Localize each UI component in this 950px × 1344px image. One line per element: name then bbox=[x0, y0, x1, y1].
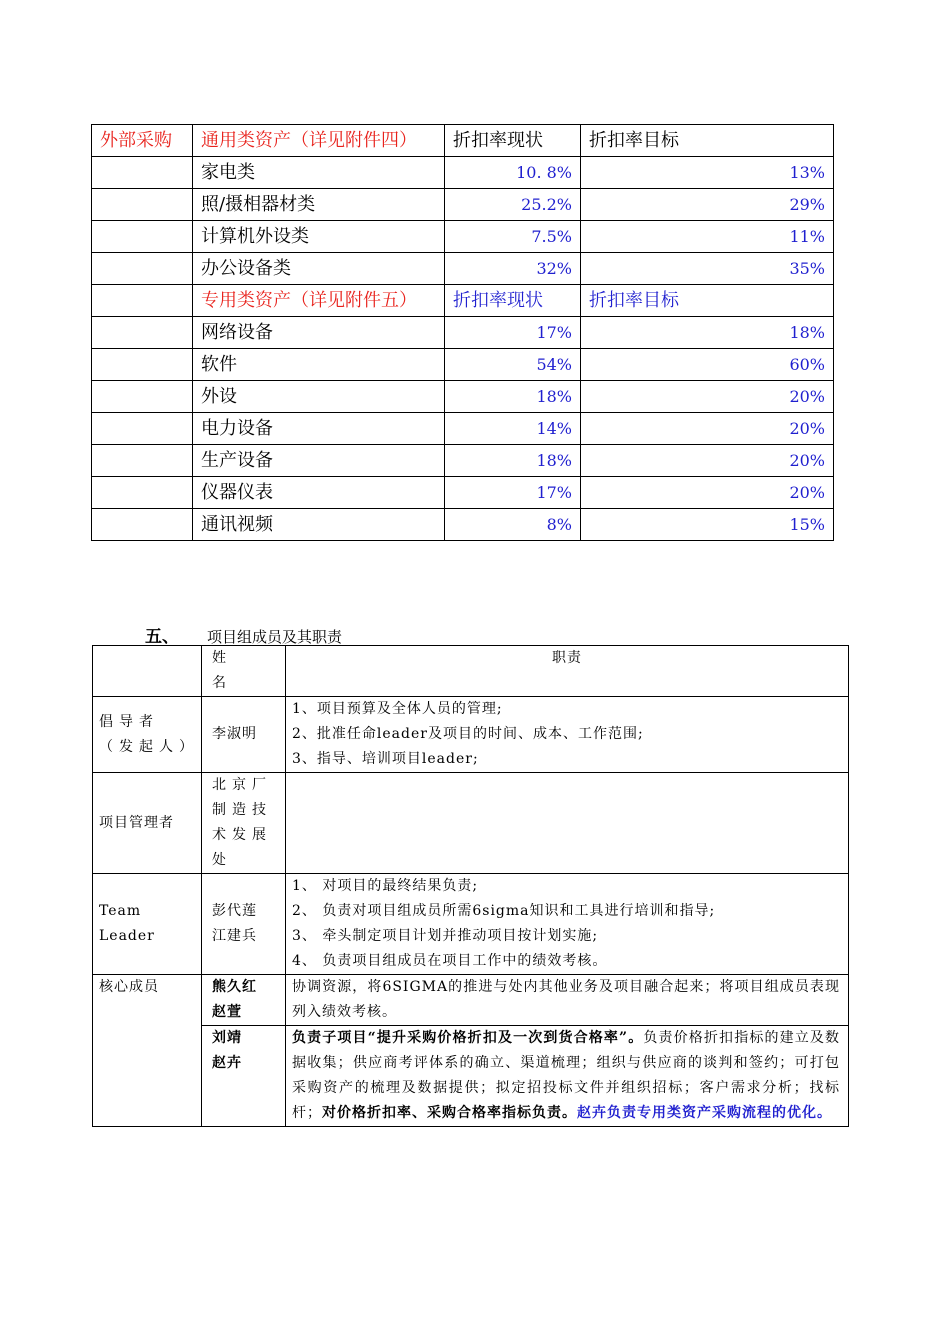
empty-cell bbox=[92, 413, 193, 445]
special-asset-row bbox=[92, 317, 834, 349]
special-asset-row bbox=[92, 477, 834, 509]
manager-name: 北京厂制造技术发展处 bbox=[202, 773, 286, 874]
general-asset-name: 办公设备类 bbox=[193, 253, 445, 285]
general-asset-name: 家电类 bbox=[193, 157, 445, 189]
sponsor-name: 李淑明 bbox=[202, 697, 286, 773]
special-asset-current-rate: 18% bbox=[445, 381, 581, 413]
empty-cell bbox=[92, 189, 193, 221]
general-asset-current-rate: 25.2% bbox=[445, 189, 581, 221]
special-asset-target-rate: 20% bbox=[581, 477, 834, 509]
general-asset-current-rate: 7.5% bbox=[445, 221, 581, 253]
sponsor-role: 倡导者（发起人） bbox=[93, 697, 202, 773]
general-asset-row bbox=[92, 221, 834, 253]
special-asset-row bbox=[92, 413, 834, 445]
sponsor-duties bbox=[286, 697, 849, 773]
special-current-rate-header: 折扣率现状 bbox=[445, 285, 581, 317]
special-header-row bbox=[92, 285, 834, 317]
target-rate-header: 折扣率目标 bbox=[581, 125, 834, 157]
section-heading bbox=[145, 622, 342, 647]
empty-cell bbox=[92, 349, 193, 381]
general-asset-current-rate: 32% bbox=[445, 253, 581, 285]
general-asset-row bbox=[92, 157, 834, 189]
special-asset-current-rate: 17% bbox=[445, 317, 581, 349]
special-asset-target-rate: 18% bbox=[581, 317, 834, 349]
general-header-row bbox=[92, 125, 834, 157]
general-asset-target-rate: 11% bbox=[581, 221, 834, 253]
general-asset-row bbox=[92, 189, 834, 221]
members-header-row bbox=[93, 646, 849, 697]
name-header: 姓 名 bbox=[202, 646, 286, 697]
current-rate-header: 折扣率现状 bbox=[445, 125, 581, 157]
empty-cell bbox=[92, 477, 193, 509]
manager-role: 项目管理者 bbox=[93, 773, 202, 874]
empty-cell bbox=[92, 221, 193, 253]
special-asset-current-rate: 54% bbox=[445, 349, 581, 381]
special-asset-name: 网络设备 bbox=[193, 317, 445, 349]
special-asset-current-rate: 18% bbox=[445, 445, 581, 477]
manager-row bbox=[93, 773, 849, 874]
general-asset-current-rate: 10. 8% bbox=[445, 157, 581, 189]
special-asset-name: 仪器仪表 bbox=[193, 477, 445, 509]
leader-duty-2: 2、 负责对项目组成员所需6sigma知识和工具进行培训和指导; bbox=[292, 903, 716, 919]
external-purchase-label: 外部采购 bbox=[92, 125, 193, 157]
section-title: 项目组成员及其职责 bbox=[207, 628, 343, 646]
core-group2-responsibility: 对价格折扣率、采购合格率指标负责。 bbox=[322, 1105, 577, 1121]
core-row-2 bbox=[93, 1026, 849, 1127]
special-asset-current-rate: 8% bbox=[445, 509, 581, 541]
general-asset-row bbox=[92, 253, 834, 285]
special-assets-header: 专用类资产（详见附件五） bbox=[193, 285, 445, 317]
leader-duty-3: 3、 牵头制定项目计划并推动项目按计划实施; bbox=[292, 928, 599, 944]
special-asset-name: 软件 bbox=[193, 349, 445, 381]
special-asset-name: 外设 bbox=[193, 381, 445, 413]
core-group1-duty: 协调资源，将6SIGMA的推进与处内其他业务及项目融合起来；将项目组成员表现列入绩效考核。 bbox=[286, 975, 849, 1026]
special-asset-target-rate: 60% bbox=[581, 349, 834, 381]
general-asset-target-rate: 29% bbox=[581, 189, 834, 221]
special-asset-row bbox=[92, 349, 834, 381]
duty-header: 职责 bbox=[286, 646, 849, 697]
general-asset-name: 计算机外设类 bbox=[193, 221, 445, 253]
empty-cell bbox=[92, 253, 193, 285]
core-role: 核心成员 bbox=[93, 975, 202, 1127]
empty-cell bbox=[92, 381, 193, 413]
special-asset-row bbox=[92, 509, 834, 541]
empty-cell bbox=[92, 285, 193, 317]
special-asset-name: 通讯视频 bbox=[193, 509, 445, 541]
empty-cell bbox=[92, 157, 193, 189]
leader-duty-1: 1、 对项目的最终结果负责; bbox=[292, 878, 479, 894]
special-asset-name: 生产设备 bbox=[193, 445, 445, 477]
general-asset-name: 照/摄相器材类 bbox=[193, 189, 445, 221]
general-asset-target-rate: 35% bbox=[581, 253, 834, 285]
core-group2-note: 赵卉负责专用类资产采购流程的优化。 bbox=[577, 1105, 832, 1121]
special-asset-target-rate: 20% bbox=[581, 445, 834, 477]
special-asset-name: 电力设备 bbox=[193, 413, 445, 445]
empty-cell bbox=[92, 445, 193, 477]
special-asset-target-rate: 15% bbox=[581, 509, 834, 541]
empty-cell bbox=[92, 509, 193, 541]
special-asset-row bbox=[92, 381, 834, 413]
special-asset-target-rate: 20% bbox=[581, 413, 834, 445]
project-members-table bbox=[92, 645, 849, 1127]
core-group2-names: 刘靖 赵卉 bbox=[202, 1026, 286, 1127]
general-asset-target-rate: 13% bbox=[581, 157, 834, 189]
special-asset-current-rate: 17% bbox=[445, 477, 581, 509]
role-header-cell bbox=[93, 646, 202, 697]
core-group2-subproject: 负责子项目“提升采购价格折扣及一次到货合格率”。 bbox=[292, 1030, 644, 1046]
special-asset-target-rate: 20% bbox=[581, 381, 834, 413]
general-assets-header: 通用类资产（详见附件四） bbox=[193, 125, 445, 157]
core-group2-duty bbox=[286, 1026, 849, 1127]
leader-duties bbox=[286, 874, 849, 975]
special-target-rate-header: 折扣率目标 bbox=[581, 285, 834, 317]
leader-duty-4: 4、 负责项目组成员在项目工作中的绩效考核。 bbox=[292, 953, 608, 969]
sponsor-duty-2: 2、批准任命leader及项目的时间、成本、工作范围; bbox=[292, 726, 644, 742]
special-asset-row bbox=[92, 445, 834, 477]
core-group1-names: 熊久红 赵萱 bbox=[202, 975, 286, 1026]
leader-role: Team Leader bbox=[93, 874, 202, 975]
core-group2-tasks: 负责价格折扣指标的建立及数据收集；供应商考评体系的确立、渠道梳理；组织与供应商的谈判和签约；可打包采购资产的梳理及数据提供；拟定招投标文件并组织招标；客户需求分析；找标杆； bbox=[292, 1030, 841, 1121]
special-asset-current-rate: 14% bbox=[445, 413, 581, 445]
discount-rate-table bbox=[91, 124, 834, 541]
manager-duty bbox=[286, 773, 849, 874]
core-row-1 bbox=[93, 975, 849, 1026]
leader-row bbox=[93, 874, 849, 975]
sponsor-duty-3: 3、指导、培训项目leader; bbox=[292, 751, 479, 767]
sponsor-duty-1: 1、项目预算及全体人员的管理; bbox=[292, 701, 503, 717]
empty-cell bbox=[92, 317, 193, 349]
leader-names: 彭代莲 江建兵 bbox=[202, 874, 286, 975]
section-number: 五、 bbox=[145, 627, 179, 647]
sponsor-row bbox=[93, 697, 849, 773]
